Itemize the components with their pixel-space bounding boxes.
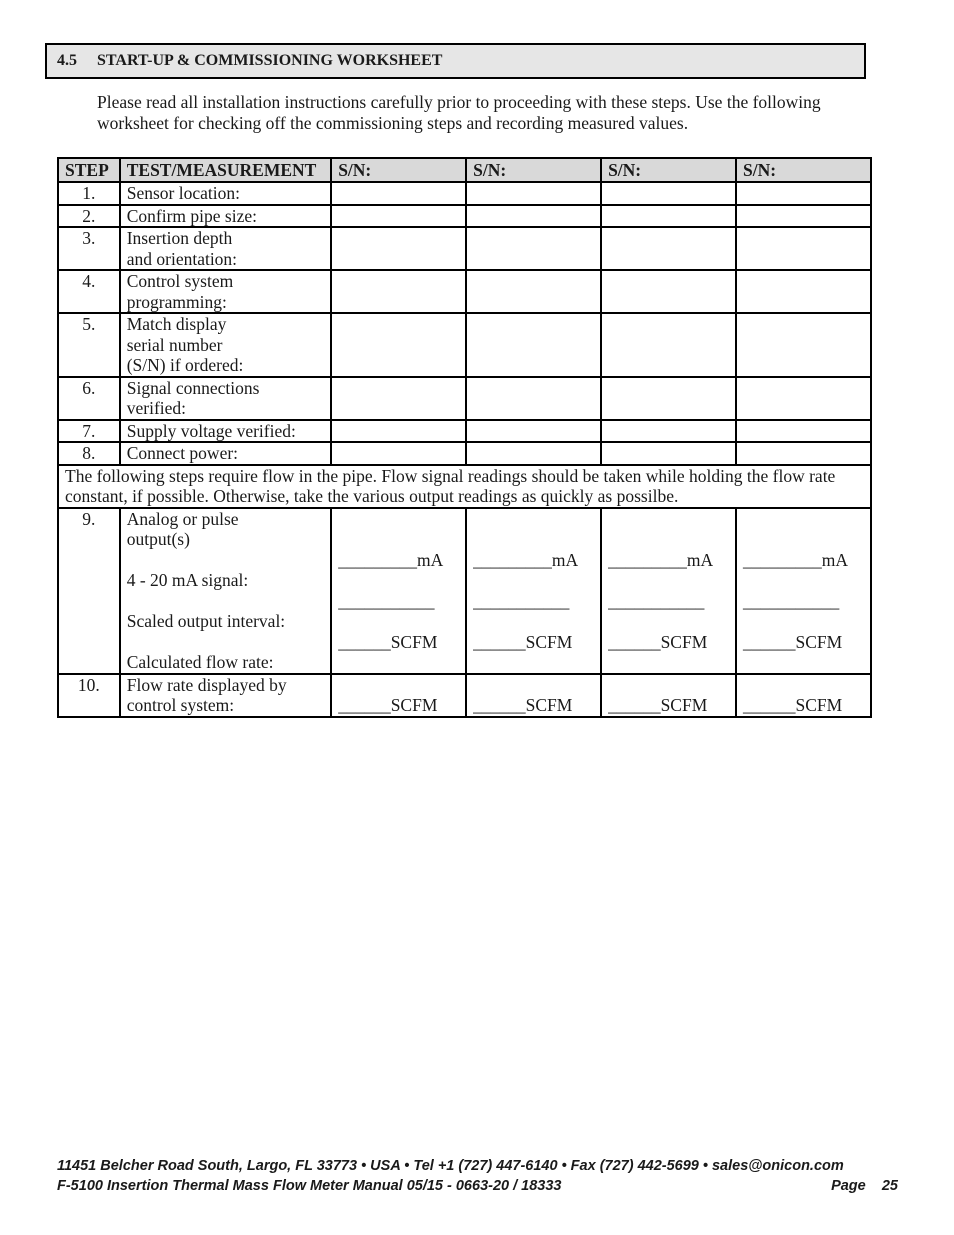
measurement-line: output(s) (126, 529, 190, 549)
measurement-line: verified: (126, 398, 187, 418)
footer-page: Page 25 (831, 1178, 898, 1194)
sn-entry-cell[interactable] (736, 313, 871, 377)
sn-entry-cell[interactable] (466, 442, 601, 465)
measurement-line: serial number (126, 334, 223, 355)
step-number: 4. (58, 270, 120, 313)
measurement-line: Connect power: (126, 443, 239, 463)
step-number: 10. (58, 674, 120, 717)
table-row (58, 674, 871, 717)
sn-entry-cell[interactable] (601, 442, 736, 465)
table-row (58, 442, 871, 465)
ma-blank[interactable]: _________mA (338, 549, 444, 570)
measurement-line (127, 632, 324, 653)
measurement-line: Match display (126, 314, 227, 334)
sn-entry-cell[interactable] (466, 674, 601, 717)
sn-entry-cell[interactable] (736, 227, 871, 270)
sn-entry-cell[interactable] (736, 508, 871, 674)
step-number: 5. (58, 313, 120, 377)
measurement-line: Analog or pulse (126, 508, 239, 529)
table-header-row (58, 158, 871, 182)
sn-entry-cell[interactable] (601, 377, 736, 420)
sn-entry-cell[interactable] (331, 313, 466, 377)
scfm-blank[interactable]: ______SCFM (743, 695, 843, 715)
spacer (338, 509, 459, 530)
table-row (58, 313, 871, 377)
test-measurement (120, 270, 331, 313)
commissioning-worksheet-table (57, 157, 872, 718)
header-sn-2: S/N: (466, 158, 601, 182)
section-title: START-UP & COMMISSIONING WORKSHEET (97, 52, 443, 69)
sn-entry-cell[interactable] (736, 674, 871, 717)
interval-blank[interactable]: ___________ (338, 590, 435, 611)
measurement-line: Flow rate displayed by (126, 674, 287, 695)
measurement-line: (S/N) if ordered: (126, 355, 244, 375)
sn-entry-cell[interactable] (601, 508, 736, 674)
test-measurement (120, 227, 331, 270)
step-number: 6. (58, 377, 120, 420)
interval-blank[interactable]: ___________ (743, 590, 840, 611)
section-number: 4.5 (57, 52, 77, 69)
measurement-line: programming: (126, 291, 227, 312)
sn-entry-cell[interactable] (601, 674, 736, 717)
test-measurement (120, 182, 331, 205)
measurement-line (127, 591, 324, 612)
sn-entry-cell[interactable] (736, 270, 871, 313)
ma-blank[interactable]: _________mA (743, 549, 849, 570)
sn-entry-cell[interactable] (601, 182, 736, 205)
measurement-line: Signal connections (126, 377, 260, 398)
table-row (58, 377, 871, 420)
scfm-blank[interactable]: ______SCFM (608, 695, 708, 715)
sn-entry-cell[interactable] (331, 227, 466, 270)
test-measurement (120, 442, 331, 465)
header-sn-3: S/N: (601, 158, 736, 182)
section-header (45, 43, 866, 79)
footer-manual: F-5100 Insertion Thermal Mass Flow Meter Manual 05/15 - 0663-20 / 18333 (57, 1178, 562, 1194)
measurement-line: Insertion depth (126, 228, 233, 248)
sn-entry-cell[interactable] (331, 270, 466, 313)
sn-entry-cell[interactable] (331, 182, 466, 205)
sn-entry-cell[interactable] (601, 313, 736, 377)
sn-entry-cell[interactable] (466, 313, 601, 377)
test-measurement (120, 377, 331, 420)
measurement-line (127, 550, 324, 571)
header-step: STEP (58, 158, 120, 182)
scfm-blank[interactable]: ______SCFM (473, 695, 573, 715)
sn-entry-cell[interactable] (466, 270, 601, 313)
measurement-line: 4 - 20 mA signal: (126, 570, 249, 590)
sn-entry-cell[interactable] (331, 420, 466, 443)
spacer (473, 611, 594, 632)
sn-entry-cell[interactable] (736, 205, 871, 228)
footer-manual-line (57, 1178, 898, 1194)
measurement-line: Calculated flow rate: (126, 652, 274, 672)
sn-entry-cell[interactable] (736, 377, 871, 420)
sn-entry-cell[interactable] (466, 227, 601, 270)
step-number: 2. (58, 205, 120, 228)
table-row (58, 420, 871, 443)
spacer (608, 529, 729, 550)
step-number: 3. (58, 227, 120, 270)
table-row (58, 227, 871, 270)
spacer (743, 570, 864, 591)
sn-entry-cell[interactable] (331, 377, 466, 420)
intro-paragraph: Please read all installation instructions carefully prior to proceeding with these steps. Use the following worksheet for checking off the commissioning steps and recording measured values. (97, 92, 821, 133)
sn-entry-cell[interactable] (601, 420, 736, 443)
measurement-line: control system: (126, 695, 235, 715)
sn-entry-cell[interactable] (331, 508, 466, 674)
header-sn-4: S/N: (736, 158, 871, 182)
test-measurement (120, 420, 331, 443)
sn-entry-cell[interactable] (601, 227, 736, 270)
ma-blank[interactable]: _________mA (608, 549, 714, 570)
measurement-line: Control system (126, 271, 234, 291)
sn-entry-cell[interactable] (466, 182, 601, 205)
sn-entry-cell[interactable] (601, 270, 736, 313)
interval-blank[interactable]: ___________ (608, 590, 705, 611)
header-test: TEST/MEASUREMENT (120, 158, 331, 182)
sn-entry-cell[interactable] (331, 442, 466, 465)
scfm-blank[interactable]: ______SCFM (473, 631, 573, 652)
sn-entry-cell[interactable] (466, 377, 601, 420)
sn-entry-cell[interactable] (331, 674, 466, 717)
test-measurement (120, 313, 331, 377)
spacer (608, 509, 729, 530)
spacer (743, 611, 864, 632)
table-row (58, 182, 871, 205)
header-sn-1: S/N: (331, 158, 466, 182)
sn-entry-cell[interactable] (466, 420, 601, 443)
measurement-line: Supply voltage verified: (126, 420, 296, 441)
test-measurement (120, 674, 331, 717)
scfm-blank[interactable]: ______SCFM (743, 631, 843, 652)
step-number: 1. (58, 182, 120, 205)
spacer (743, 509, 864, 530)
table-row (58, 205, 871, 228)
measurement-line: Confirm pipe size: (126, 205, 257, 226)
sn-entry-cell[interactable] (736, 182, 871, 205)
interval-blank[interactable]: ___________ (473, 590, 570, 611)
ma-blank[interactable]: _________mA (473, 549, 579, 570)
sn-entry-cell[interactable] (466, 508, 601, 674)
flow-note: The following steps require flow in the pipe. Flow signal readings should be taken while holding the flow rate constant, if possible. Otherwise, take the various output readings as quickly as possilbe. (58, 465, 871, 508)
spacer (473, 509, 594, 530)
step-number: 9. (58, 508, 120, 674)
spacer (608, 611, 729, 632)
spacer (743, 529, 864, 550)
scfm-blank[interactable]: ______SCFM (338, 695, 438, 715)
spacer (608, 570, 729, 591)
measurement-line: and orientation: (126, 248, 238, 269)
scfm-blank[interactable]: ______SCFM (608, 631, 708, 652)
step-number: 8. (58, 442, 120, 465)
table-row (58, 508, 871, 674)
spacer (473, 529, 594, 550)
note-row (58, 465, 871, 508)
spacer (338, 529, 459, 550)
step-number: 7. (58, 420, 120, 443)
spacer (473, 570, 594, 591)
measurement-line: Scaled output interval: (126, 611, 286, 631)
measurement-line: Sensor location: (126, 183, 240, 203)
scfm-blank[interactable]: ______SCFM (338, 631, 438, 652)
sn-entry-cell[interactable] (601, 205, 736, 228)
spacer (338, 611, 459, 632)
table-row (58, 270, 871, 313)
test-measurement (120, 508, 331, 674)
sn-entry-cell[interactable] (736, 420, 871, 443)
sn-entry-cell[interactable] (466, 205, 601, 228)
footer-address: 11451 Belcher Road South, Largo, FL 33773 • USA • Tel +1 (727) 447-6140 • Fax (727) 442-5699 • sales@onicon.com (57, 1158, 844, 1174)
sn-entry-cell[interactable] (331, 205, 466, 228)
test-measurement (120, 205, 331, 228)
spacer (338, 570, 459, 591)
sn-entry-cell[interactable] (736, 442, 871, 465)
